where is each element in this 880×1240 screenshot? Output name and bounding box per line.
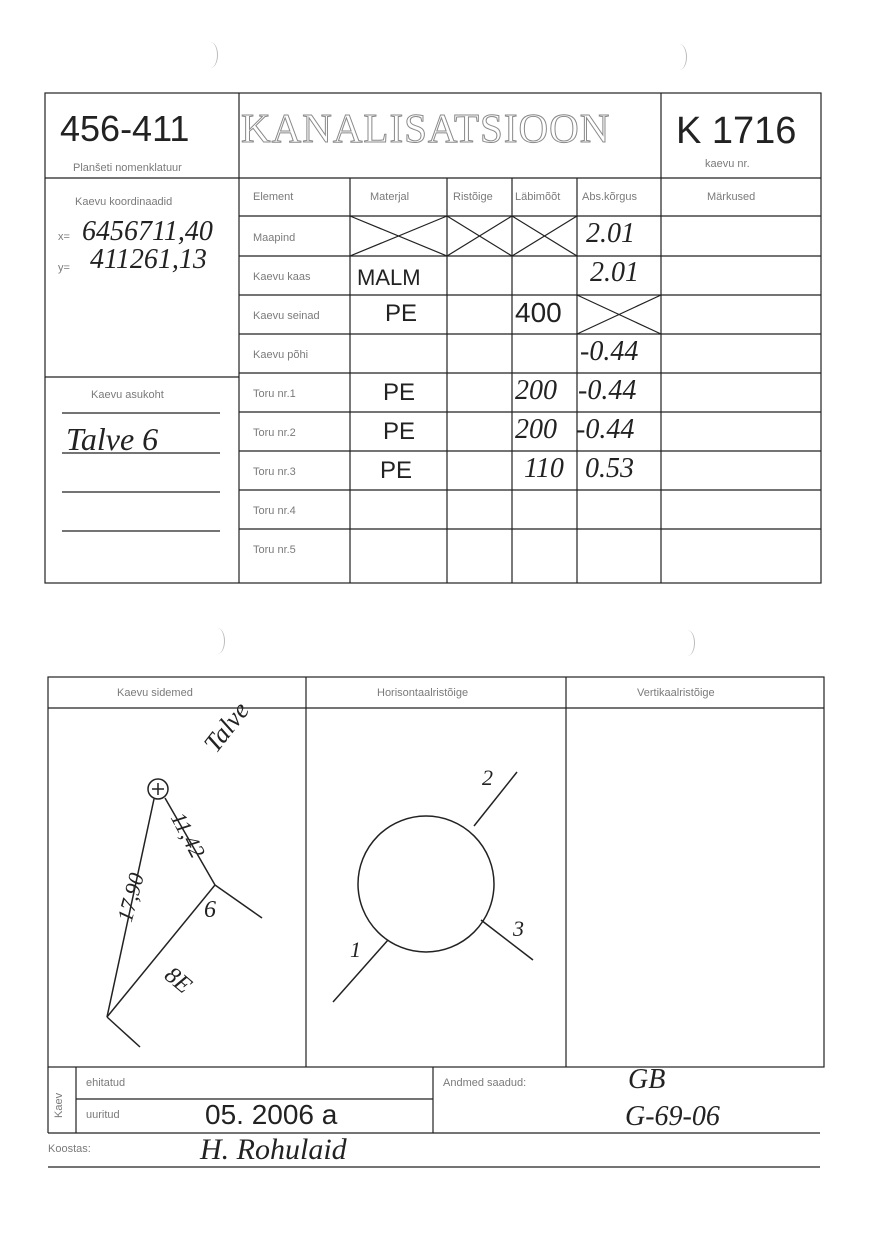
horizontal-section-drawing (333, 772, 533, 1002)
cell-labimoot: 400 (515, 297, 562, 328)
cell-materjal: PE (383, 379, 416, 406)
col-header-ristoige: Ristõige (453, 191, 493, 203)
sketch-number: 6 (204, 897, 216, 923)
location-value: Talve 6 (66, 421, 159, 457)
col-header-labimoot: Läbimõõt (515, 191, 561, 203)
cell-abs: -0.44 (576, 414, 635, 445)
cell-labimoot: 110 (524, 453, 564, 484)
cell-materjal: PE (383, 418, 416, 445)
location-label: Kaevu asukoht (91, 389, 164, 401)
well-number-value: K 1716 (676, 110, 797, 152)
row-element: Toru nr.3 (253, 466, 296, 478)
nomenclature-label: Planšeti nomenklatuur (73, 162, 182, 174)
sketch-street-label: Talve (198, 696, 255, 758)
koostas-label: Koostas: (48, 1143, 91, 1155)
uuritud-label: uuritud (86, 1109, 120, 1121)
nomenclature-value: 456-411 (60, 108, 190, 149)
coords-label: Kaevu koordinaadid (75, 196, 173, 208)
andmed-value-1: GB (628, 1064, 666, 1095)
andmed-value-2: G-69-06 (625, 1101, 720, 1132)
cell-labimoot: 200 (515, 414, 557, 445)
col-header-abs-korgus: Abs.kõrgus (582, 191, 638, 203)
vertical-section-header: Vertikaalristõige (637, 687, 715, 699)
well-ties-header: Kaevu sidemed (117, 687, 193, 699)
pipe-label-1: 1 (350, 937, 361, 962)
cell-abs: -0.44 (580, 336, 639, 367)
well-number-label: kaevu nr. (705, 158, 750, 170)
kaev-label: Kaev (53, 1092, 65, 1118)
uuritud-value: 05. 2006 a (205, 1099, 338, 1130)
sketch-number-2: 8E (159, 962, 197, 1000)
coord-y-value: 411261,13 (90, 244, 207, 275)
pipe-label-3: 3 (513, 916, 524, 941)
sketch-distance-1: 11,42 (165, 808, 211, 863)
cell-abs: 2.01 (590, 257, 639, 288)
row-element: Toru nr.2 (253, 427, 296, 439)
andmed-label: Andmed saadud: (443, 1077, 527, 1089)
coord-y-label: y= (58, 262, 70, 274)
row-element: Toru nr.5 (253, 544, 296, 556)
row-element: Toru nr.4 (253, 505, 296, 517)
cell-labimoot: 200 (515, 375, 557, 406)
col-header-element: Element (253, 191, 294, 203)
cell-abs: -0.44 (578, 375, 637, 406)
koostas-value: H. Rohulaid (200, 1133, 347, 1166)
cell-abs: 2.01 (586, 218, 635, 249)
row-element: Kaevu seinad (253, 310, 320, 322)
cell-materjal: MALM (357, 265, 421, 290)
col-header-markused: Märkused (707, 191, 756, 203)
cell-materjal: PE (380, 457, 413, 484)
ehitatud-label: ehitatud (86, 1077, 126, 1089)
row-element: Toru nr.1 (253, 388, 296, 400)
cell-abs: 0.53 (585, 453, 634, 484)
cell-materjal: PE (385, 300, 418, 327)
sketch-distance-2: 17,90 (112, 870, 149, 925)
coord-x-value: 6456711,40 (82, 216, 213, 247)
row-element: Kaevu kaas (253, 271, 311, 283)
row-element: Kaevu põhi (253, 349, 309, 361)
row-element: Maapind (253, 232, 296, 244)
coord-x-label: x= (58, 231, 70, 243)
horizontal-section-header: Horisontaalristõige (377, 687, 469, 699)
pipe-label-2: 2 (482, 765, 493, 790)
page-title: KANALISATSIOON (241, 105, 611, 151)
col-header-materjal: Materjal (370, 191, 410, 203)
